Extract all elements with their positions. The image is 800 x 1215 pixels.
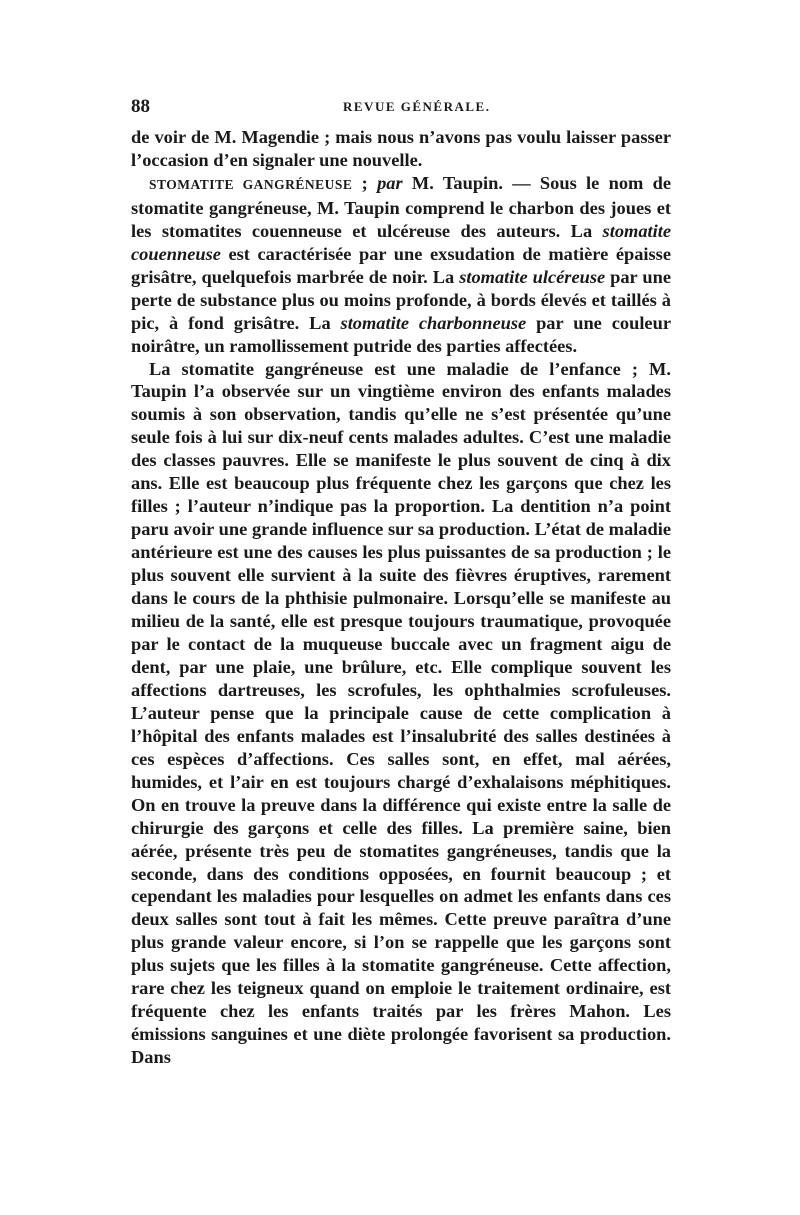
- body-text: [131, 126, 671, 1069]
- term-ulcereuse: stomatite ulcéreuse: [459, 266, 606, 287]
- page-number: 88: [131, 96, 150, 117]
- paragraph-stomatite-section: [131, 172, 671, 358]
- text-charbonneuse: par une couleur noirâtre, un ramollissement putride des parties affectées.: [131, 312, 671, 356]
- text-ulcereuse: par une perte de substance plus ou moins profonde, à bords élevés et taillés à pic, à fond grisâtre. La: [131, 266, 671, 333]
- term-couenneuse: stomatite couenneuse: [131, 220, 671, 264]
- section-separator: ;: [352, 172, 378, 193]
- paragraph-main: La stomatite gangréneuse est une maladie de l’enfance ; M. Taupin l’a observée sur un vingtième environ des enfants malades soumis à son observation, tandis qu’elle ne s’est présentée qu’une seule fois à lui sur dix-neuf cents malades adultes. C’est une maladie des classes pauvres. Elle se manifeste le plus souvent de cinq à dix ans. Elle est beaucoup plus fréquente chez les garçons que chez les filles ; l’auteur n’indique pas la proportion. La dentition n’a point paru avoir une grande influence sur sa production. L’état de maladie antérieure est une des causes les plus puissantes de sa production ; le plus souvent elle survient à la suite des fièvres éruptives, rarement dans le cours de la phthisie pulmonaire. Lorsqu’elle se manifeste au milieu de la santé, elle est presque toujours traumatique, provoquée par le contact de la muqueuse buccale avec un fragment aigu de dent, par une plaie, une brûlure, etc. Elle complique souvent les affections dartreuses, les scrofules, les ophthalmies scrofuleuses. L’auteur pense que la principale cause de cette complication à l’hôpital des enfants malades est l’insalubrité des salles destinées à ces espèces d’affections. Ces salles sont, en effet, mal aérées, humides, et l’air en est toujours chargé d’exhalaisons méphitiques. On en trouve la preuve dans la différence qui existe entre la salle de chirurgie des garçons et celle des filles. La première saine, bien aérée, présente très peu de stomatites gangréneuses, tandis que la seconde, dans des conditions opposées, en fournit beaucoup ; et cependant les maladies pour lesquelles on admet les enfants dans ces deux salles sont tout à fait les mêmes. Cette preuve paraîtra d’une plus grande valeur encore, si l’on se rappelle que les garçons sont plus sujets que les filles à la stomatite gangréneuse. Cette affection, rare chez les teigneux quand on emploie le traitement ordinaire, est fréquente chez les enfants traités par les frères Mahon. Les émissions sanguines et une diète prolongée favorisent sa production. Dans: [131, 358, 671, 1068]
- text-couenneuse: est caractérisée par une exsudation de matière épaisse grisâtre, quelquefois marbrée de noir. La: [131, 243, 671, 287]
- section-title: STOMATITE GANGRÉNEUSE: [149, 176, 353, 192]
- page-header: [131, 96, 671, 120]
- term-charbonneuse: stomatite charbonneuse: [340, 312, 527, 333]
- paragraph-continuation: de voir de M. Magendie ; mais nous n’avons pas voulu laisser passer l’occasion d’en signaler une nouvelle.: [131, 127, 671, 170]
- running-head: REVUE GÉNÉRALE.: [343, 99, 491, 114]
- section-intro: M. Taupin. — Sous le nom de stomatite gangréneuse, M. Taupin comprend le charbon des joues et les stomatites couenneuse et ulcéreuse des auteurs. La: [131, 172, 672, 241]
- par-word: par: [377, 172, 403, 193]
